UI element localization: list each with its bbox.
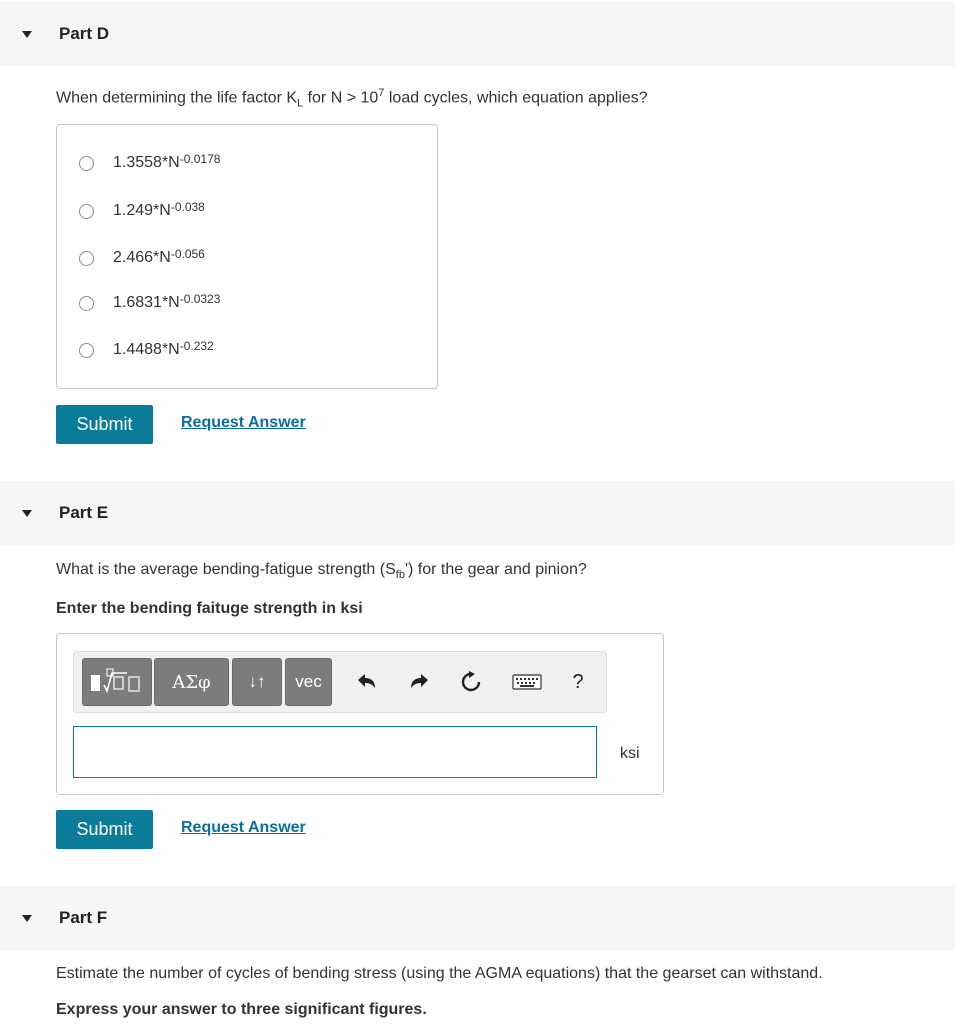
templates-icon — [87, 667, 147, 697]
part-e-submit-button[interactable]: Submit — [56, 810, 153, 849]
part-e-title: Part E — [59, 503, 109, 522]
greek-symbols-button[interactable]: ΑΣφ — [154, 658, 229, 706]
part-d-request-answer-link[interactable]: Request Answer — [181, 414, 306, 431]
templates-button[interactable] — [82, 658, 152, 706]
vector-button[interactable]: vec — [285, 658, 332, 706]
radio-button[interactable] — [79, 296, 94, 311]
math-toolbar — [73, 651, 607, 713]
option-4[interactable]: 1.6831*N $^{-0.0323}$ — [79, 294, 220, 312]
answer-input-box — [56, 633, 664, 795]
keyboard-icon[interactable] — [510, 668, 544, 696]
redo-icon[interactable] — [405, 668, 433, 696]
part-e-header[interactable] — [0, 481, 955, 545]
undo-icon[interactable] — [353, 668, 381, 696]
option-3[interactable]: 2.466*N $^{-0.056}$ — [79, 249, 205, 267]
answer-input[interactable] — [73, 726, 597, 778]
option-2[interactable]: 1.249*N $^{-0.038}$ — [79, 202, 205, 220]
part-e-request-answer-link[interactable]: Request Answer — [181, 819, 306, 836]
part-e-instruction: Enter the bending faituge strength in ksi — [56, 600, 363, 617]
subscript-superscript-button[interactable]: ↓↑ — [232, 658, 282, 706]
option-1[interactable]: 1.3558*N $^{-0.0178}$ — [79, 154, 220, 172]
radio-button[interactable] — [79, 156, 94, 171]
part-d-title: Part D — [59, 24, 110, 43]
radio-button[interactable] — [79, 204, 94, 219]
part-d-question: When determining the life factor $K_L$ for $N > 10^7$ load cycles, which equation applies? — [56, 87, 648, 110]
part-f-header[interactable] — [0, 886, 955, 950]
help-button[interactable]: ? — [572, 670, 584, 693]
part-f-question: Estimate the number of cycles of bending stress (using the AGMA equations) that the gearset can withstand. — [56, 965, 823, 982]
part-d-header[interactable] — [0, 2, 955, 66]
part-e-question: What is the average bending-fatigue strength $(S_{fb}')$ for the gear and pinion? — [56, 561, 587, 582]
radio-button[interactable] — [79, 343, 94, 358]
collapse-caret-icon[interactable] — [22, 510, 32, 517]
part-f-title: Part F — [59, 908, 108, 927]
part-d-submit-button[interactable]: Submit — [56, 405, 153, 444]
part-f-instruction: Express your answer to three significant figures. — [56, 1001, 427, 1018]
unit-label: ksi — [620, 745, 640, 762]
radio-button[interactable] — [79, 251, 94, 266]
reset-icon[interactable] — [457, 668, 485, 696]
option-5[interactable]: 1.4488*N $^{-0.232}$ — [79, 341, 214, 359]
collapse-caret-icon[interactable] — [22, 31, 32, 38]
answer-choices — [56, 124, 438, 389]
collapse-caret-icon[interactable] — [22, 915, 32, 922]
